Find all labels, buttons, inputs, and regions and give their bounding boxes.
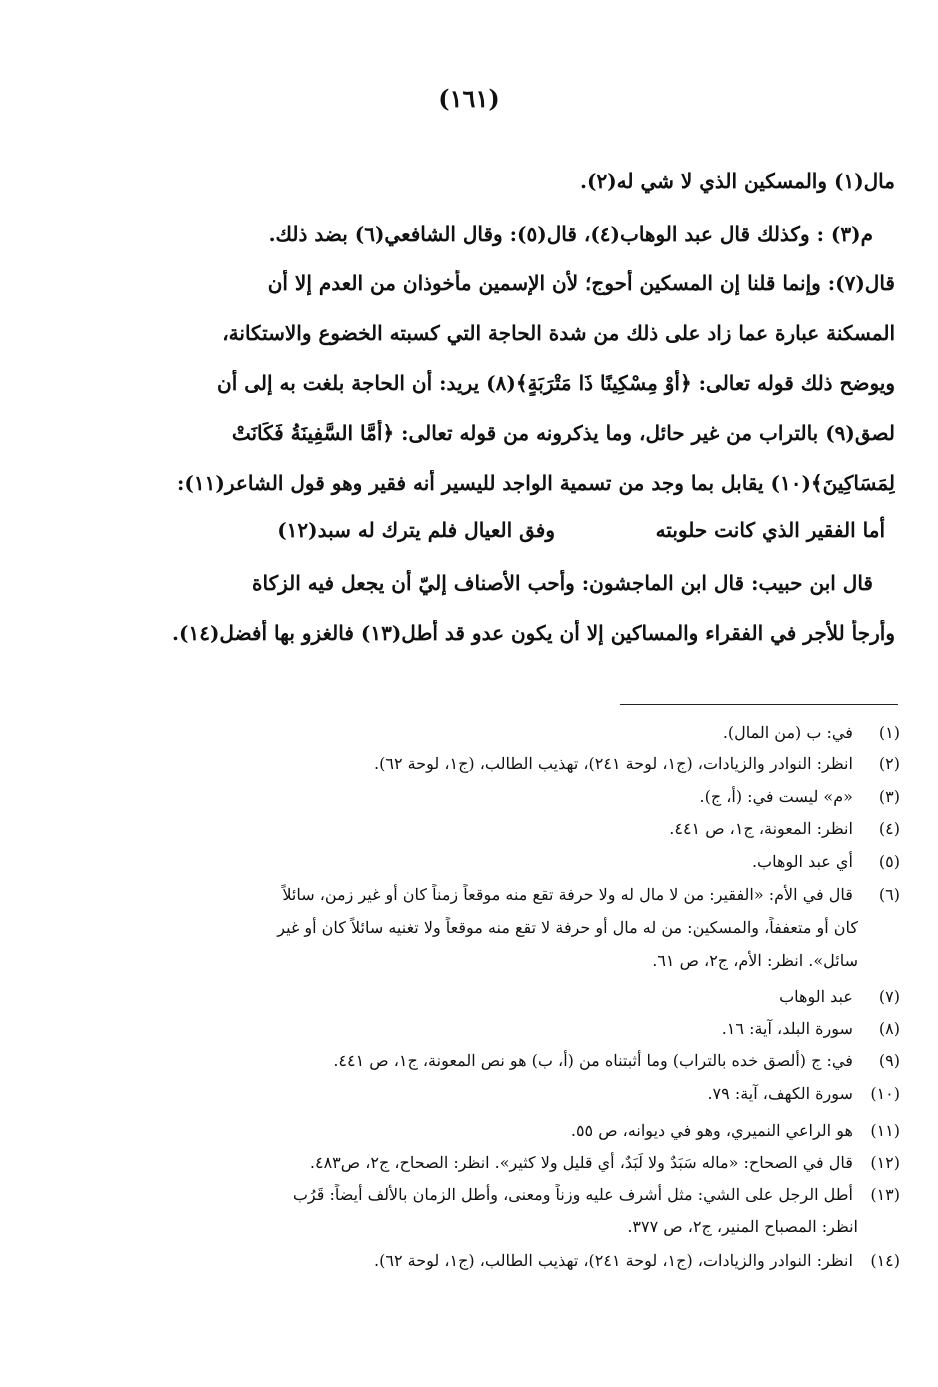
footnote-text: هو الراعي النميري، وهو في ديوانه، ص ٥٥. — [570, 1121, 853, 1140]
main-line: لِمَسَاكِينَ﴾(١٠) يقابل بما وجد من تسمية الواجد لليسير أنه فقير وهو قول الشاعر(١١): — [177, 471, 895, 495]
footnote-continuation: كان أو متعففاً، والمسكين: من له مال أو حرفة لا تقع منه موقعاً ولا تغنيه سائلاً كان أو غير — [277, 918, 858, 937]
footnote — [140, 1050, 900, 1072]
footnote-text: عبد الوهاب — [779, 987, 853, 1006]
footnote — [140, 1120, 900, 1142]
footnote — [140, 1152, 900, 1174]
footnote-text: في: ب (من المال). — [722, 723, 853, 742]
footnote-separator — [620, 704, 898, 705]
footnote-number: (٢) — [878, 754, 900, 773]
footnote-text: أطل الرجل على الشي: مثل أشرف عليه وزناً ومعنى، وأطل الزمان بالألف أيضاً: قَرُب — [292, 1185, 853, 1204]
footnote-continuation: سائل». انظر: الأم، ج٢، ص ٦١. — [652, 951, 858, 970]
footnote — [140, 1184, 900, 1206]
footnote-text: في: ج (ألصق خده بالتراب) وما أثبتناه من (أ، ب) هو نص المعونة، ج١، ص ٤٤١. — [333, 1051, 853, 1070]
footnote — [140, 1250, 900, 1272]
verse-second-hemistich: وفق العيال فلم يترك له سبد(١٢) — [277, 518, 555, 542]
main-line: المسكنة عبارة عما زاد على ذلك من شدة الحاجة التي كسبته الخضوع والاستكانة، — [222, 321, 895, 345]
footnote-number: (٧) — [878, 987, 900, 1006]
main-line: لصق(٩) بالتراب من غير حائل، وما يذكرونه من قوله تعالى: ﴿أَمَّا السَّفِينَةُ فَكَانَتْ — [231, 421, 895, 445]
footnote — [140, 851, 900, 873]
footnote-text: قال في الصحاح: «ماله سَبَدٌ ولا لَبَدٌ، أي قليل ولا كثير». انظر: الصحاح، ج٢، ص٤٨٣. — [309, 1153, 853, 1172]
footnote-text: قال في الأم: «الفقير: من لا مال له ولا حرفة تقع منه موقعاً زمناً كان أو غير زمن، سائلاً — [282, 885, 853, 904]
footnote-number: (١١) — [870, 1121, 900, 1140]
main-line: ويوضح ذلك قوله تعالى: ﴿أَوْ مِسْكِينًا ذَا مَتْرَبَةٍ﴾(٨) يريد: أن الحاجة بلغت به إلى أن — [217, 371, 895, 395]
footnote-text: أي عبد الوهاب. — [751, 852, 853, 871]
footnote — [140, 1083, 900, 1105]
main-line: مال(١) والمسكين الذي لا شي له(٢). — [580, 169, 895, 193]
main-line: قال ابن حبيب: قال ابن الماجشون: وأحب الأصناف إليّ أن يجعل فيه الزكاة — [252, 571, 873, 595]
main-line: وأرجأ للأجر في الفقراء والمساكين إلا أن يكون عدو قد أطل(١٣) فالغزو بها أفضل(١٤). — [172, 621, 895, 645]
footnote-text: سورة البلد، آية: ١٦. — [721, 1019, 853, 1038]
footnote-text: سورة الكهف، آية: ٧٩. — [707, 1084, 853, 1103]
footnote-number: (٣) — [878, 787, 900, 806]
footnote-continuation: انظر: المصباح المنير، ج٢، ص ٣٧٧. — [627, 1217, 858, 1236]
footnote — [140, 722, 900, 744]
footnote-number: (١٠) — [870, 1084, 900, 1103]
footnote — [140, 786, 900, 808]
footnote-number: (١٣) — [870, 1185, 900, 1204]
footnote-number: (٩) — [878, 1051, 900, 1070]
footnote-text: انظر: المعونة، ج١، ص ٤٤١. — [669, 819, 853, 838]
footnote-text: «م» ليست في: (أ، ج). — [699, 787, 853, 806]
footnote — [140, 1018, 900, 1040]
footnote-text: انظر: النوادر والزيادات، (ج١، لوحة ٢٤١)، تهذيب الطالب، (ج١، لوحة ٦٢). — [374, 1251, 853, 1270]
verse-first-hemistich: أما الفقير الذي كانت حلوبته — [655, 518, 885, 542]
main-line: م(٣) : وكذلك قال عبد الوهاب(٤)، قال(٥): وقال الشافعي(٦) بضد ذلك. — [268, 222, 873, 246]
footnote-number: (١٢) — [870, 1153, 900, 1172]
page-number: (١٦١) — [438, 84, 500, 113]
footnote-number: (٦) — [878, 885, 900, 904]
footnote-number: (٨) — [878, 1019, 900, 1038]
footnote — [140, 986, 900, 1008]
footnote — [140, 818, 900, 840]
footnote-number: (١٤) — [870, 1251, 900, 1270]
footnote — [140, 884, 900, 906]
footnote-text: انظر: النوادر والزيادات، (ج١، لوحة ٢٤١)، تهذيب الطالب، (ج١، لوحة ٦٢). — [374, 754, 853, 773]
footnote-number: (٤) — [878, 819, 900, 838]
footnote-number: (١) — [878, 723, 900, 742]
main-line: قال(٧): وإنما قلنا إن المسكين أحوج؛ لأن الإسمين مأخوذان من العدم إلا أن — [267, 271, 895, 295]
footnote-number: (٥) — [878, 852, 900, 871]
footnote — [140, 753, 900, 775]
